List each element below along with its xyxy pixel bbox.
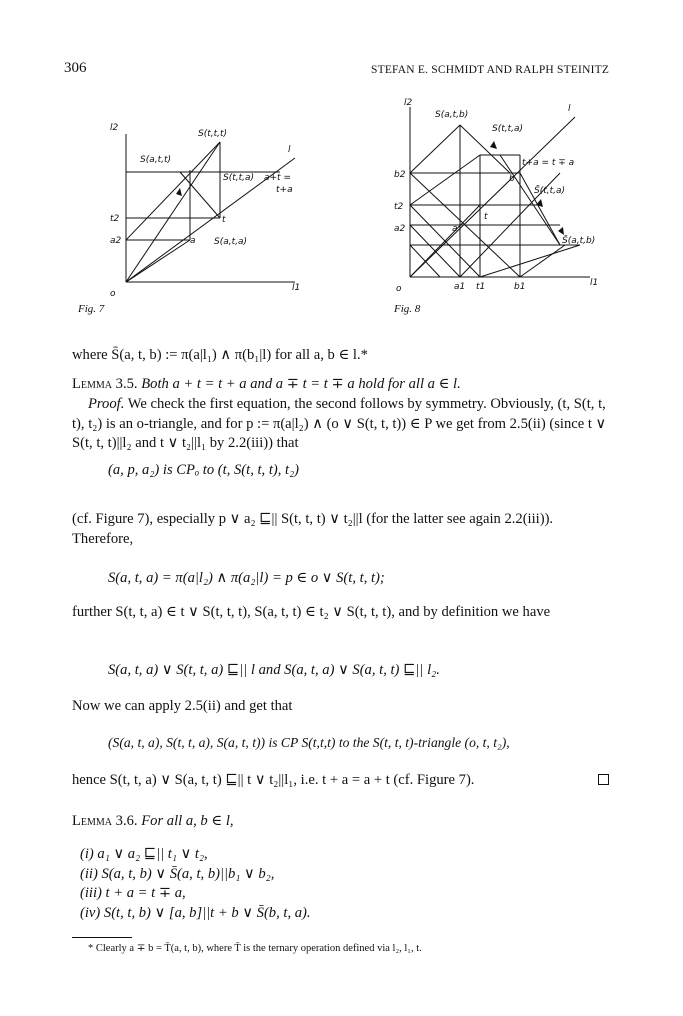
equation-2: S(a, t, a) = π(a|l₂) ∧ π(a₂|l) = p ∈ o ∨ S(t, t, t); — [108, 570, 385, 586]
lemma-3-6-body: For all a, b ∈ l, — [141, 813, 234, 829]
label-t-plus-a: t+a — [276, 185, 293, 195]
running-head: STEFAN E. SCHMIDT AND RALPH STEINITZ — [371, 64, 610, 76]
label-Satb: S(a,t,b) — [435, 110, 469, 120]
label-t-plus-a: t+a = t ∓ a — [522, 158, 575, 168]
label-t: t — [484, 212, 488, 222]
where-line: where S̄(a, t, b) := π(a|l₁) ∧ π(b₁|l) for all a, b ∈ l.* — [72, 347, 368, 363]
further-line: further S(t, t, a) ∈ t ∨ S(t, t, t), S(a, t, t) ∈ t₂ ∨ S(t, t, t), and by definition we have — [72, 604, 551, 620]
list-item: (ii) S(a, t, b) ∨ S̄(a, t, b)||b₁ ∨ b₂, — [80, 865, 275, 882]
label-l2: l2 — [404, 98, 413, 108]
page-number: 306 — [64, 60, 87, 76]
qed-square — [598, 774, 609, 785]
proof-body: We check the first equation, the second follows by symmetry. Obviously, (t, S(t, t, t), t₂) is an o-triangle, and for p := π(a|l₂) ∧ (o ∨ S(t, t, t)) ∈ P we get from 2.5(ii) (since t ∨ S(t, t, t)||l₂ and t ∨ t₂||l₁ by 2.2(iii)) that — [72, 396, 607, 451]
lemma-3-6-items — [80, 845, 311, 923]
cf-line: (cf. Figure 7), especially p ∨ a₂ ⊑|| S(t, t, t) ∨ t₂||l (for the latter see again 2.2(iii)). Therefore, — [72, 511, 554, 547]
label-b2: b2 — [394, 170, 406, 180]
label-a2: a2 — [110, 236, 122, 246]
lemma-3-5-body: Both a + t = t + a and a ∓ t = t ∓ a hold for all a ∈ l. — [141, 376, 461, 392]
now-line: Now we can apply 2.5(ii) and get that — [72, 698, 293, 714]
label-b: b — [509, 174, 515, 184]
lemma-3-6 — [72, 812, 616, 832]
label-Satt: S(a,t,t) — [140, 155, 172, 165]
line-o-Sata — [126, 240, 190, 282]
label-t: t — [222, 215, 226, 225]
equation-3: S(a, t, a) ∨ S(t, t, a) ⊑|| l and S(a, t, a) ∨ S(a, t, t) ⊑|| l₂. — [108, 662, 440, 678]
proof — [72, 395, 616, 454]
lemma-3-5 — [72, 375, 616, 395]
lemma-3-6-head: Lemma 3.6. — [72, 813, 138, 829]
fig8-caption: Fig. 8 — [394, 303, 421, 315]
label-Sbar-atb: S̄(a,t,b) — [562, 236, 596, 246]
label-l1: l1 — [590, 278, 599, 288]
hence-line: hence S(t, t, a) ∨ S(a, t, t) ⊑|| t ∨ t₂||l₁, i.e. t + a = a + t (cf. Figure 7). — [72, 772, 475, 788]
label-t2: t2 — [394, 202, 404, 212]
list-item: (iii) t + a = t ∓ a, — [80, 885, 186, 901]
label-Stta: S(t,t,a) — [223, 173, 255, 183]
label-a1: a1 — [454, 282, 466, 292]
equation-1: (a, p, a₂) is CPₒ to (t, S(t, t, t), t₂) — [108, 462, 300, 478]
label-o: o — [110, 289, 116, 299]
lemma-3-5-head: Lemma 3.5. — [72, 376, 138, 392]
list-item: (i) a₁ ∨ a₂ ⊑|| t₁ ∨ t₂, — [80, 846, 208, 862]
label-a: a — [190, 236, 196, 246]
label-Stta: S(t,t,a) — [492, 124, 524, 134]
label-a2: a2 — [394, 224, 406, 234]
label-Sttt: S(t,t,t) — [198, 129, 228, 139]
label-l: l — [568, 104, 571, 114]
label-Sata: S(a,t,a) — [214, 237, 248, 247]
label-t2: t2 — [110, 214, 120, 224]
label-l2: l2 — [110, 123, 119, 133]
footnote: * Clearly a ∓ b = T̄(a, t, b), where T̄ is the ternary operation defined via l₂, l₁, t. — [88, 943, 422, 954]
equation-4: (S(a, t, a), S(t, t, a), S(a, t, t)) is CP S(t,t,t) to the S(t, t, t)-triangle (o, t, t₂), — [108, 735, 510, 750]
figure-7 — [80, 110, 310, 310]
label-a: a — [452, 224, 458, 234]
fig7-caption: Fig. 7 — [78, 303, 105, 315]
list-item: (iv) S(t, t, b) ∨ [a, b]||t + b ∨ S̄(b, t, a). — [80, 904, 311, 921]
label-a-plus-t: a+t = — [264, 173, 291, 183]
label-b1: b1 — [514, 282, 526, 292]
figure-8 — [390, 95, 620, 305]
label-l1: l1 — [292, 283, 301, 293]
footnote-rule — [72, 937, 132, 938]
label-Sbar-tta: S̄(t,t,a) — [534, 186, 566, 196]
label-o: o — [396, 284, 402, 294]
proof-head: Proof. — [88, 396, 125, 412]
label-t1: t1 — [476, 282, 486, 292]
label-l: l — [288, 145, 291, 155]
